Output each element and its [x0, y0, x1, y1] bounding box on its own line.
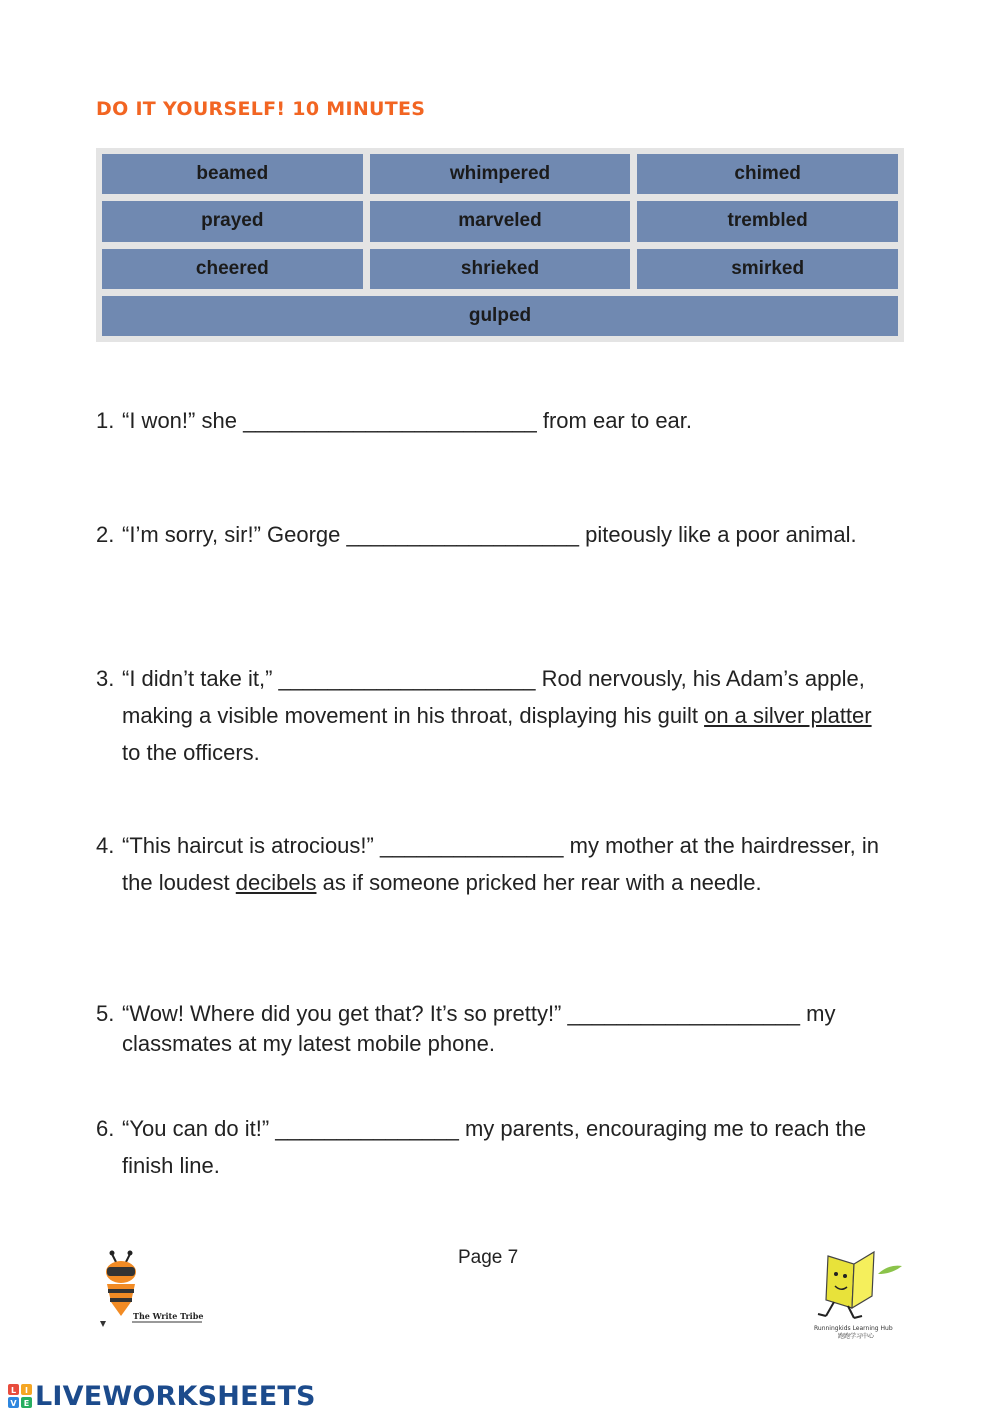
section-heading: DO IT YOURSELF! 10 MINUTES: [96, 98, 426, 120]
word-bank-cell: cheered: [102, 249, 363, 289]
question-text: “I didn’t take it,”: [122, 666, 273, 691]
question-text: “Wow! Where did you get that? It’s so pretty!”: [122, 1001, 562, 1026]
answer-blank[interactable]: _____________________: [278, 666, 536, 691]
word-bank-cell: smirked: [637, 249, 898, 289]
word-bank-cell: prayed: [102, 201, 363, 241]
underlined-phrase: decibels: [235, 870, 317, 895]
question-number: 1.: [96, 408, 115, 433]
logo-tile-letter: V: [10, 1399, 17, 1408]
question-number: 2.: [96, 522, 115, 547]
question-text: my classmates at my latest mobile phone.: [122, 1001, 836, 1056]
book-eye: [834, 1272, 838, 1276]
logo-tile-letter: L: [10, 1386, 17, 1395]
question-5: [96, 999, 906, 1059]
word-bank-cell: whimpered: [370, 154, 631, 194]
question-text: my mother at the hairdresser, in the loudest: [122, 833, 879, 895]
word-bank: [96, 148, 904, 342]
book-pages: [852, 1252, 874, 1308]
question-number: 4.: [96, 833, 115, 858]
question-4: [96, 827, 896, 901]
question-number: 3.: [96, 666, 115, 691]
question-text: “You can do it!”: [122, 1116, 270, 1141]
book-foot: [818, 1314, 826, 1316]
question-text: “I won!” she: [122, 408, 237, 433]
liveworksheets-wordmark[interactable]: LIVEWORKSHEETS: [35, 1380, 316, 1412]
underlined-phrase: on a silver platter: [704, 703, 872, 728]
liveworksheets-logo-icon: [8, 1384, 32, 1408]
question-number: 5.: [96, 1001, 115, 1026]
question-text: to the officers.: [122, 740, 260, 765]
book-foot: [854, 1316, 862, 1318]
word-bank-cell: shrieked: [370, 249, 631, 289]
question-text: piteously like a poor animal.: [585, 522, 857, 547]
bee-antenna-tip: [110, 1251, 115, 1256]
answer-blank[interactable]: _______________: [275, 1116, 459, 1141]
question-1: [96, 406, 896, 436]
liveworksheets-brand: [8, 1378, 316, 1414]
runner-logo-caption: Runningkids Learning Hub: [814, 1325, 893, 1332]
question-2: [96, 520, 896, 550]
bee-logo: [98, 1248, 206, 1328]
leaf-icon: [878, 1266, 902, 1274]
book-leg: [826, 1302, 834, 1316]
running-book-logo: [808, 1244, 908, 1344]
page-number: Page 7: [458, 1247, 519, 1268]
question-text: “This haircut is atrocious!”: [122, 833, 374, 858]
book-cover: [826, 1256, 854, 1308]
bee-logo-caption: The Write Tribe: [133, 1311, 204, 1321]
answer-blank[interactable]: ___________________: [567, 1001, 800, 1026]
logo-marker-icon: [100, 1321, 106, 1327]
question-text: from ear to ear.: [542, 408, 693, 433]
word-bank-cell: trembled: [637, 201, 898, 241]
question-number: 6.: [96, 1116, 115, 1141]
question-text: as if someone pricked her rear with a needle.: [322, 870, 762, 895]
question-text: Rod nervously, his Adam’s apple, making a visible movement in his throat, displaying his guilt: [122, 666, 865, 728]
bee-stripe: [108, 1289, 134, 1293]
answer-blank[interactable]: _______________: [379, 833, 564, 858]
bee-antenna-tip: [128, 1251, 133, 1256]
word-bank-cell: chimed: [637, 154, 898, 194]
question-3: [96, 660, 896, 771]
logo-tile-letter: I: [25, 1386, 28, 1395]
book-eye: [843, 1274, 847, 1278]
word-bank-cell: marveled: [370, 201, 631, 241]
bee-stripe: [110, 1298, 132, 1302]
question-text: “I’m sorry, sir!” George: [122, 522, 341, 547]
runner-logo-caption-cn: 跑跑学习中心: [838, 1333, 875, 1340]
word-bank-cell: gulped: [102, 296, 898, 336]
answer-blank[interactable]: ___________________: [346, 522, 579, 547]
logo-tile-letter: E: [23, 1399, 30, 1408]
bee-goggles: [107, 1267, 135, 1276]
question-6: [96, 1110, 896, 1184]
word-bank-cell: beamed: [102, 154, 363, 194]
answer-blank[interactable]: ________________________: [243, 408, 537, 433]
question-text: my parents, encouraging me to reach the finish line.: [122, 1116, 867, 1178]
